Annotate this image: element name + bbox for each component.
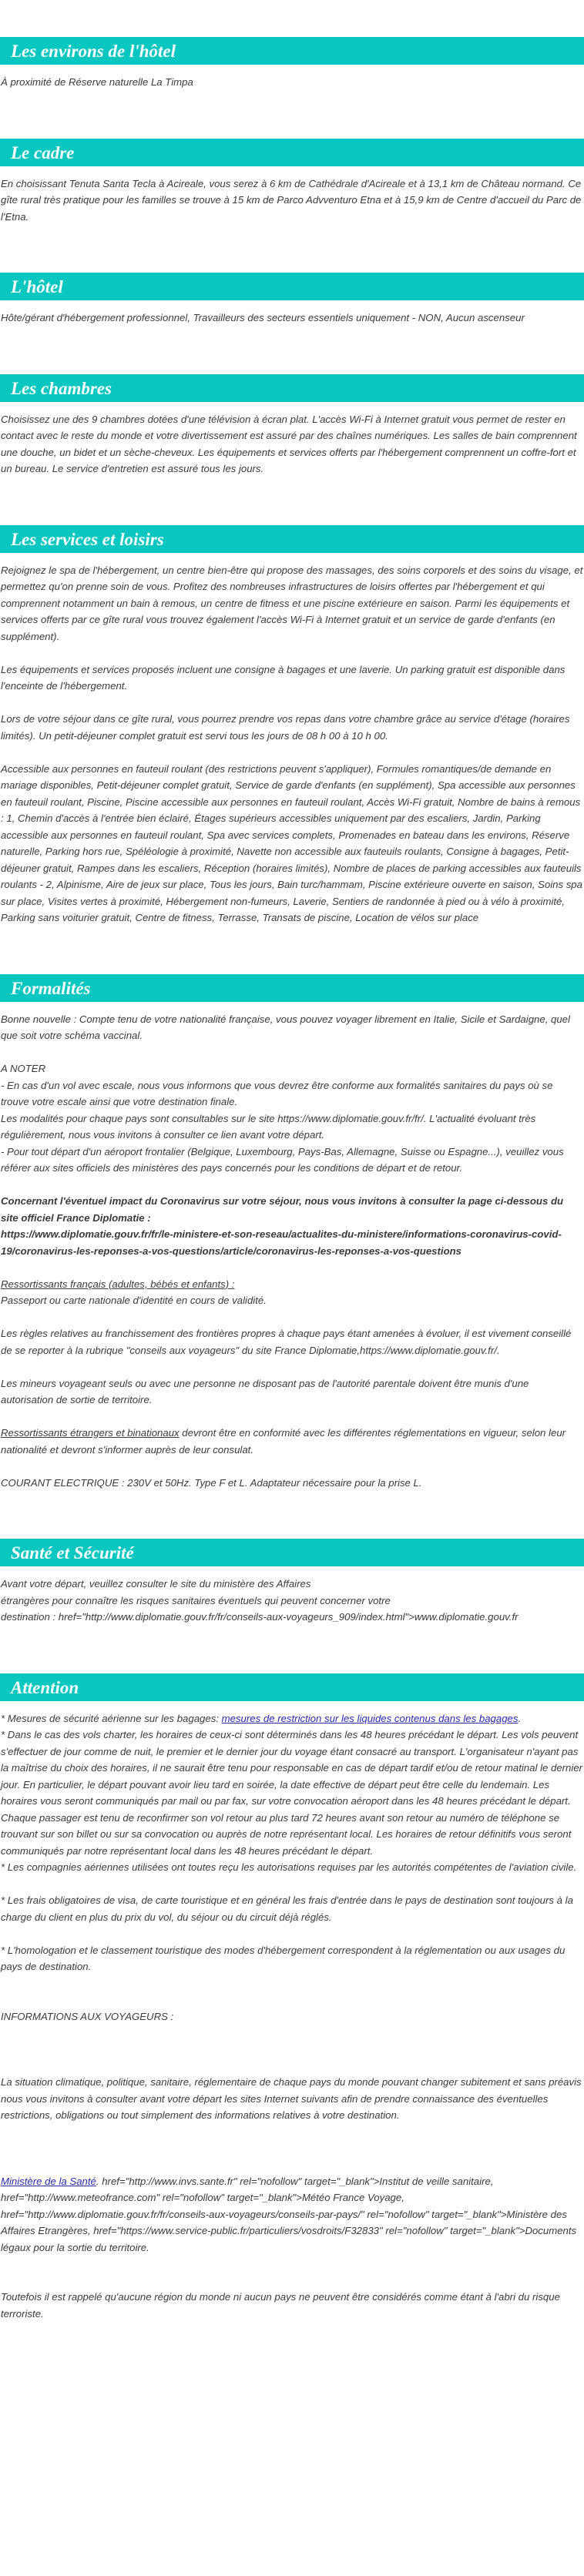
attention-sites-text: . href="http://www.invs.sante.fr" rel="nofollow" target="_blank">Institut de veille sanitaire, href="http://www.meteofrance.com" rel="nofollow" target="_blank">Météo France Voyage, href="http://www.diplomatie.gouv.fr/fr/conseils-aux-voyageurs/conseils-par-pays/" rel="nofollow" target="_blank">Ministère des Affaires Etrangères, href="https://www.service-public.fr/particuliers/vosdroits/F32833" rel="nofollow" target="_blank">Documents légaux pour la sortie du territoire. [1,2175,577,2253]
attention-mesures-suffix: . [518,1712,522,1724]
formalites-ressortissants-etr [1,1425,583,1458]
section-body-environs [0,74,583,91]
attention-homologation: * L'homologation et le classement touristique des modes d'hébergement correspondent à la réglementation ou aux usages du pays de destination. [1,1944,566,1972]
section-title-chambres: Les chambres [0,374,584,402]
services-amenities-list: Accessible aux personnes en fauteuil roulant (des restrictions peuvent s'appliquer), Formules romantiques/de demande en mariage disponibles, Petit-déjeuner complet gratuit, Service de garde d'enfants (en supplément), Spa accessible aux personnes en fauteuil roulant, Piscine, Piscine accessible aux personnes en fauteuil roulant, Accès Wi-Fi gratuit, Nombre de bains à remous : 1, Chemin d'accès à l'entrée bien éclairé, Étages supérieurs accessibles uniquement par des escaliers, Jardin, Parking accessible aux personnes en fauteuil roulant, Spa avec services complets, Promenades en bateau dans les environs, Réserve naturelle, Parking hors rue, Spéléologie à proximité, Navette non accessible aux fauteuils roulants, Consigne à bagages, Petit-déjeuner gratuit, Rampes dans les escaliers, Réception (horaires limités), Nombre de places de parking accessibles aux fauteuils roulants - 2, Alpinisme, Aire de jeux sur place, Tous les jours, Bain turc/hammam, Piscine extérieure ouverte en saison, Soins spa sur place, Visites vertes à proximité, Hébergement non-fumeurs, Laverie, Sentiers de randonnée à pied ou à vélo à proximité, Parking sans voiturier gratuit, Centre de fitness, Terrasse, Transats de piscine, Location de vélos sur place [1,762,582,923]
formalites-mineurs: Les mineurs voyageant seuls ou avec une personne ne disposant pas de l'autorité parentale doivent être munis d'une autorisation de sortie de territoire. [1,1377,529,1405]
sante-line-2: étrangères pour connaître les risques sanitaires éventuels qui peuvent concerner votre [1,1594,391,1606]
attention-terrorisme: Toutefois il est rappelé qu'aucune région du monde ni aucun pays ne peuvent être considérés comme étant à l'abri du risque terroriste. [1,2291,560,2320]
attention-mesures-prefix: * Mesures de sécurité aérienne sur les bagages: [1,1712,222,1724]
section-title-sante: Santé et Sécurité [0,1539,584,1566]
formalites-ressortissants-fr-text: Passeport ou carte nationale d'identité en cours de validité. [1,1295,267,1306]
ministere-sante-link[interactable]: Ministère de la Santé [1,2175,96,2187]
formalites-courant: COURANT ELECTRIQUE : 230V et 50Hz. Type F et L. Adaptateur nécessaire pour la prise L. [1,1476,422,1489]
section-cadre [0,139,584,226]
section-body-chambres [0,411,583,477]
section-body-services [0,562,583,926]
cadre-text: En choisissant Tenuta Santa Tecla à Acireale, vous serez à 6 km de Cathédrale d'Acireale et à 13,1 km de Château normand. Ce gîte rural très pratique pour les familles se trouve à 15 km de Parco Advventuro Etna et à 15,9 km de Centre d'accueil du Parc de l'Etna. [1,177,582,223]
formalites-intro: Bonne nouvelle : Compte tenu de votre nationalité française, vous pouvez voyager librement en Italie, Sicile et Sardaigne, quel que soit votre schéma vaccinal. [1,1013,570,1041]
attention-horaires: * Dans le cas des vols charter, les horaires de ceux-ci sont déterminés dans les 48 heures précédant le départ. Les vols peuvent s'effectuer de jour comme de nuit, le premier et le dernier jour du voyage étant consacré au transport. L'organisateur n'ayant pas la maîtrise du choix des horaires, il ne saurait être tenu pour responsable en cas de départ tardif et/ou de retour matinal le dernier jour. En particulier, le départ pouvant avoir lieu tard en soirée, la date effective de départ peut être celle du lendemain. Les horaires vous seront communiqués par mail ou par fax, sur votre convocation aéroport dans les 48 heures précédant le départ. Chaque passager est tenu de reconfirmer son vol retour au plus tard 72 heures avant son retour au numéro de téléphone se trouvant sur son billet ou sur sa convocation ou auprès de notre représentant local. Les horaires de retour définitifs vous seront communiqués par notre représentant local dans les 48 heures précédant le départ. [1,1729,583,1857]
chambres-text: Choisissez une des 9 chambres dotées d'une télévision à écran plat. L'accès Wi-Fi à Internet gratuit vous permet de rester en contact avec le reste du monde et votre divertissement est assuré par des chaînes numériques. Les salles de bain comprennent une douche, un bidet et un sèche-cheveux. Les équipements et services offerts par l'hébergement comprennent un coffre-fort et un bureau. Le service d'entretien est assuré tous les jours. [1,413,577,474]
services-paragraph-3: Lors de votre séjour dans ce gîte rural, vous pourrez prendre vos repas dans votre chambre grâce au service d'étage (horaires limités). Un petit-déjeuner complet gratuit est servi tous les jours de 08 h 00 à 10 h 00. [1,713,570,742]
formalites-covid-notice [1,1193,583,1259]
section-title-hotel: L'hôtel [0,273,584,300]
attention-situation-1: La situation climatique, politique, sanitaire, réglementaire de chaque pays du monde pouvant changer subitement et sans préavis [1,2076,582,2088]
section-title-formalites: Formalités [0,974,584,1002]
section-environs [0,37,584,91]
section-body-cadre [0,176,583,226]
section-body-formalites [0,1011,583,1492]
formalites-a-noter: A NOTER [1,1063,46,1074]
section-body-hotel [0,310,583,327]
section-attention [0,1673,584,2323]
environs-text: À proximité de Réserve naturelle La Timpa [1,76,193,88]
services-paragraph-2: Les équipements et services proposés incluent une consigne à bagages et une laverie. Un parking gratuit est disponible dans l'enceinte de l'hébergement. [1,663,566,692]
attention-situation-2: nous vous invitons à consulter avant votre départ les sites Internet suivants afin de prendre connaissance des éventuelles restrictions, obligations ou tout simplement des informations relatives à votre destination. [1,2092,549,2121]
section-chambres [0,374,584,477]
formalites-ressortissants-etr-text: devront être en conformité avec les différentes réglementations en vigueur, selon leur nationalité et devront s'informer auprès de leur consulat. [1,1427,566,1455]
formalites-regles: Les règles relatives au franchissement des frontières propres à chaque pays étant amenées à évoluer, il est vivement conseillé de se reporter à la rubrique "conseils aux voyageurs" du site France Diplomatie,https://www.diplomatie.gouv.fr/. [1,1328,572,1356]
section-services [0,525,584,926]
formalites-covid-text: Concernant l'éventuel impact du Coronavirus sur votre séjour, nous vous invitons à consulter la page ci-dessous du site officiel France Diplomatie : [1,1195,564,1224]
formalites-noter-2: Les modalités pour chaque pays sont consultables sur le site https://www.diplomatie.gouv.fr/fr/. L'actualité évoluant très régulièrement, nous vous invitons à consulter ce lien avant votre départ. [1,1112,536,1141]
formalites-noter-3: - Pour tout départ d'un aéroport frontalier (Belgique, Luxembourg, Pays-Bas, Allemagne, Suisse ou Espagne...), veuillez vous référer aux sites officiels des ministères des pays concernés pour les conditions de départ et de retour. [1,1145,564,1174]
formalites-covid-url: https://www.diplomatie.gouv.fr/fr/le-ministere-et-son-reseau/actualites-du-ministere/informations-coronavirus-covid-19/coronavirus-les-reponses-a-vos-questions/article/coronavirus-les-reponses-a-vos-questions [1,1228,562,1257]
services-paragraph-1: Rejoignez le spa de l'hébergement, un centre bien-être qui propose des massages, des soins corporels et des soins du visage, et permettez qu'on prenne soin de vous. Profitez des nombreuses infrastructures de loisirs offertes par l'hébergement et qui comprennent notamment un bain à remous, un centre de fitness et une piscine extérieure en saison. Parmi les équipements et services offerts par ce gîte rural vous trouvez également l'accès Wi-Fi à Internet gratuit et un service de garde d'enfants (en supplément). [1,564,583,642]
formalites-ressortissants-etr-heading: Ressortissants étrangers et binationaux [1,1427,180,1439]
section-body-sante [0,1576,583,1626]
sante-line-3: destination : href="http://www.diplomatie.gouv.fr/fr/conseils-aux-voyageurs_909/index.html">www.diplomatie.gouv.fr [1,1611,519,1623]
formalites-ressortissants-fr-heading: Ressortissants français (adultes, bébés et enfants) : [1,1278,235,1290]
attention-frais: * Les frais obligatoires de visa, de carte touristique et en général les frais d'entrée dans le pays de destination sont toujours à la charge du client en plus du prix du vol, du séjour ou du circuit déjà réglés. [1,1894,573,1923]
section-title-attention: Attention [0,1673,584,1701]
hotel-text: Hôte/gérant d'hébergement professionnel, Travailleurs des secteurs essentiels uniquement - NON, Aucun ascenseur [1,312,525,323]
attention-mesures [1,1710,583,1727]
attention-compagnies: * Les compagnies aériennes utilisées ont toutes reçu les autorisations requises par les autorités compétentes de l'aviation civile. [1,1861,577,1873]
section-body-attention [0,1710,583,2323]
formalites-noter-1: - En cas d'un vol avec escale, nous vous informons que vous devrez être conforme aux formalités sanitaires du pays où se trouve votre escale ainsi que votre destination finale. [1,1079,553,1107]
sante-line-1: Avant votre départ, veuillez consulter le site du ministère des Affaires [1,1578,311,1589]
section-title-services: Les services et loisirs [0,525,584,553]
mesures-restriction-link[interactable]: mesures de restriction sur les liquides contenus dans les bagages [221,1712,519,1724]
section-sante [0,1539,584,1626]
section-formalites [0,974,584,1492]
section-title-cadre: Le cadre [0,139,584,166]
section-title-environs: Les environs de l'hôtel [0,37,584,65]
attention-infos-voyageurs: INFORMATIONS AUX VOYAGEURS : [1,2010,174,2022]
attention-sites [1,2173,583,2256]
section-hotel [0,273,584,327]
